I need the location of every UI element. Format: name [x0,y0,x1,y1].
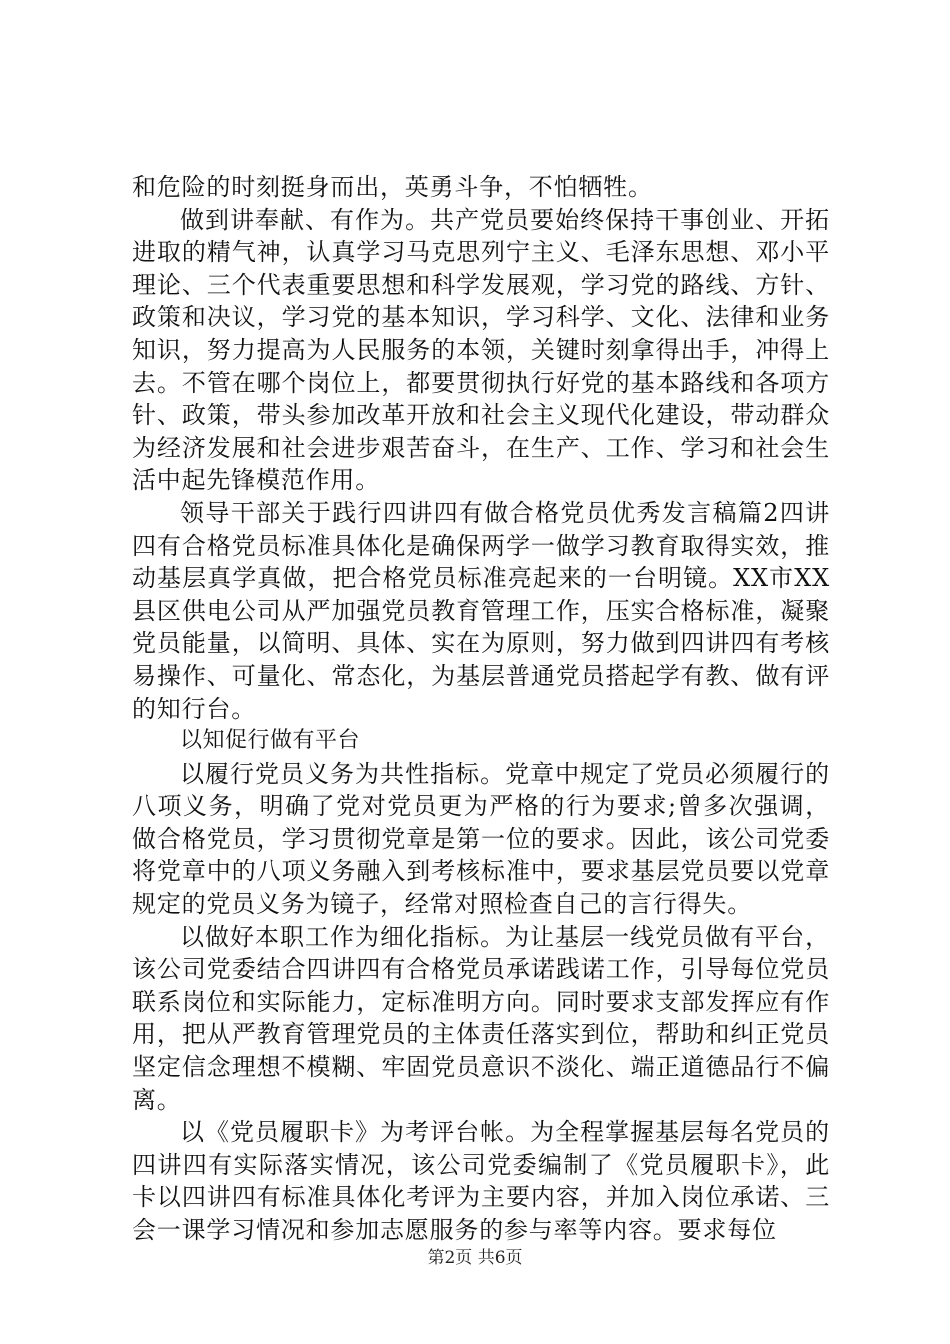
paragraph-dedication: 做到讲奉献、有作为。共产党员要始终保持干事创业、开拓进取的精气神，认真学习马克思列宁主义、毛泽东思想、邓小平理论、三个代表重要思想和科学发展观，学习党的路线、方针、政策和决议，学习党的基本知识，学习科学、文化、法律和业务知识，努力提高为人民服务的本领，关键时刻拿得出手，冲得上去。不管在哪个岗位上，都要贯彻执行好党的基本路线和各项方针、政策，带头参加改革开放和社会主义现代化建设，带动群众为经济发展和社会进步艰苦奋斗，在生产、工作、学习和社会生活中起先锋模范作用。 [132,205,830,495]
section-heading: 以知促行做有平台 [180,728,361,754]
paragraph-speech-intro: 领导干部关于践行四讲四有做合格党员优秀发言稿篇2四讲四有合格党员标准具体化是确保两学一做学习教育取得实效，推动基层真学真做，把合格党员标准亮起来的一台明镜。XX市XX县区供电公司从严加强党员教育管理工作，压实合格标准，凝聚党员能量，以简明、具体、实在为原则，努力做到四讲四有考核易操作、可量化、常态化，为基层普通党员搭起学有教、做有评的知行台。 [132,498,830,723]
paragraph-duty-card: 以《党员履职卡》为考评台帐。为全程掌握基层每名党员的四讲四有实际落实情况，该公司党委编制了《党员履职卡》，此卡以四讲四有标准具体化考评为主要内容，并加入岗位承诺、三会一课学习情况和参加志愿服务的参与率等内容。要求每位 [132,1118,830,1244]
page-number-footer: 第2页 共6页 [427,1248,523,1268]
paragraph-continuation: 和危险的时刻挺身而出，英勇斗争，不怕牺牲。 [132,173,653,201]
paragraph-party-duties: 以履行党员义务为共性指标。党章中规定了党员必须履行的八项义务，明确了党对党员更为严格的行为要求;曾多次强调，做合格党员，学习贯彻党章是第一位的要求。因此，该公司党委将党章中的八项义务融入到考核标准中，要求基层党员要以党章规定的党员义务为镜子，经常对照检查自己的言行得失。 [132,759,830,919]
paragraph-job-duties: 以做好本职工作为细化指标。为让基层一线党员做有平台，该公司党委结合四讲四有合格党员承诺践诺工作，引导每位党员联系岗位和实际能力，定标准明方向。同时要求支部发挥应有作用，把从严教育管理党员的主体责任落实到位，帮助和纠正党员坚定信念理想不模糊、牢固党员意识不淡化、端正道德品行不偏离。 [132,922,830,1114]
document-body [132,171,830,1247]
